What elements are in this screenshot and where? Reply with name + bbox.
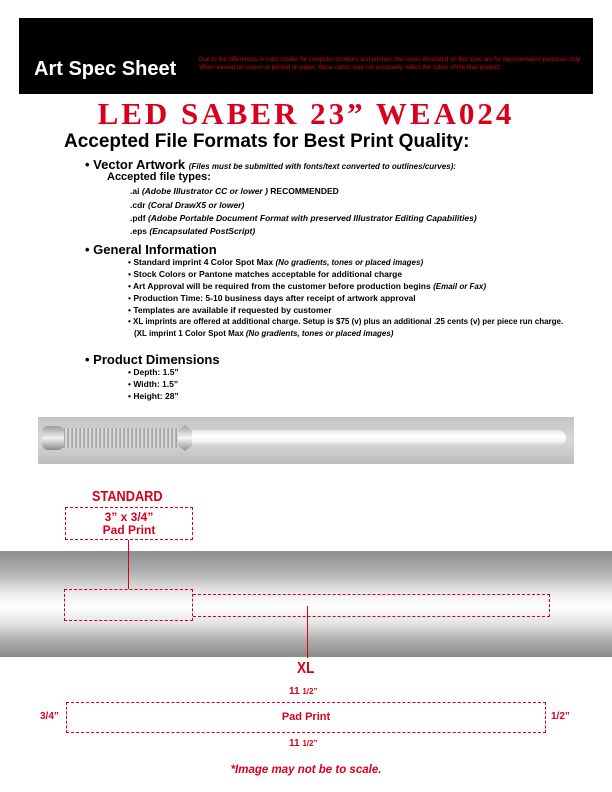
file-type-ext: .pdf: [130, 213, 146, 223]
general-item-text: • Templates are available if requested by customer: [128, 305, 332, 315]
file-type-desc: (Encapsulated PostScript): [149, 226, 256, 236]
scale-disclaimer: *Image may not be to scale.: [230, 764, 382, 776]
file-type-ext: .eps: [130, 226, 148, 236]
general-info-heading: • General Information: [85, 242, 217, 257]
xl-width-whole: 11: [289, 686, 300, 697]
file-type-pdf: [130, 213, 477, 223]
vector-artwork-heading: [85, 157, 456, 172]
standard-imprint-area: [64, 589, 193, 621]
file-type-cdr: [130, 200, 244, 210]
file-type-recommended: RECOMMENDED: [270, 186, 339, 196]
general-item: [128, 305, 332, 315]
standard-imprint-label: STANDARD: [92, 488, 163, 505]
general-item: [134, 329, 393, 338]
general-item: [128, 281, 486, 291]
general-item-text: • Production Time: 5-10 business days after receipt of artwork approval: [128, 293, 416, 303]
general-item-note: (No gradients, tones or placed images): [275, 258, 424, 267]
file-type-ai: [130, 186, 339, 196]
dimension-height: • Height: 28”: [128, 391, 179, 401]
general-item-note: (Email or Fax): [433, 282, 486, 291]
file-type-desc: (Adobe Portable Document Format with preserved Illustrator Editing Capabilities): [147, 213, 477, 223]
xl-height-right: 1/2”: [551, 711, 570, 722]
vector-artwork-label: • Vector Artwork: [85, 157, 186, 172]
vector-artwork-note: (Files must be submitted with fonts/text converted to outlines/curves):: [188, 162, 456, 171]
xl-width-whole: 11: [289, 738, 300, 749]
xl-imprint-box: Pad Print: [66, 702, 546, 733]
dimension-depth: • Depth: 1.5”: [128, 367, 179, 377]
file-type-eps: [130, 226, 255, 236]
saber-blade: [178, 430, 566, 446]
product-title: LED SABER 23” WEA024: [97, 96, 515, 131]
dimensions-heading: • Product Dimensions: [85, 352, 220, 367]
xl-width-top: [289, 686, 317, 697]
xl-leader-line: [307, 606, 308, 658]
standard-leader-line: [128, 540, 129, 589]
xl-imprint-label: XL: [297, 660, 315, 677]
saber-hilt: [44, 428, 182, 448]
xl-width-fraction: 1/2”: [302, 739, 318, 748]
standard-imprint-box: [65, 507, 193, 540]
general-item-text: • Art Approval will be required from the customer before production begins: [128, 281, 431, 291]
file-types-heading: Accepted file types:: [107, 171, 211, 183]
saber-pommel: [42, 426, 64, 450]
general-item-text: (XL imprint 1 Color Spot Max: [134, 329, 244, 338]
saber-guard: [178, 425, 192, 451]
general-item: [128, 257, 423, 267]
general-item-text: • Stock Colors or Pantone matches acceptable for additional charge: [128, 269, 403, 279]
general-item: [128, 269, 402, 279]
general-item: [128, 293, 416, 303]
sheet-title: Art Spec Sheet: [34, 58, 177, 80]
standard-imprint-method: Pad Print: [102, 523, 156, 537]
xl-height-left: 3/4”: [40, 711, 59, 722]
general-item-text: • Standard imprint 4 Color Spot Max: [128, 257, 274, 267]
file-type-ext: .ai: [130, 186, 140, 196]
general-item-text: • XL imprints are offered at additional charge. Setup is $75 (v) plus an additional .25 cents (v) per piece run charge.: [128, 317, 564, 326]
file-type-desc: (Coral DrawX5 or lower): [147, 200, 245, 210]
dimension-width: • Width: 1.5”: [128, 379, 179, 389]
general-item-note: (No gradients, tones or placed images): [245, 329, 394, 338]
xl-width-bottom: [289, 738, 317, 749]
file-type-desc: (Adobe Illustrator CC or lower ): [141, 186, 268, 196]
file-type-ext: .cdr: [130, 200, 146, 210]
formats-heading: Accepted File Formats for Best Print Quality:: [64, 131, 470, 152]
xl-imprint-area: [193, 594, 550, 617]
standard-imprint-size: 3” x 3/4”: [104, 510, 154, 524]
color-disclaimer: Due to the differences in color modes for computer monitors and printers, the colors illustrated on this spec are for representation purposes only. When viewed on screen or printed on paper, these colors may not accurately reflect the colors of the final product.: [199, 57, 582, 71]
xl-width-fraction: 1/2”: [302, 687, 318, 696]
general-item: [128, 317, 563, 326]
header-banner: [19, 18, 593, 94]
